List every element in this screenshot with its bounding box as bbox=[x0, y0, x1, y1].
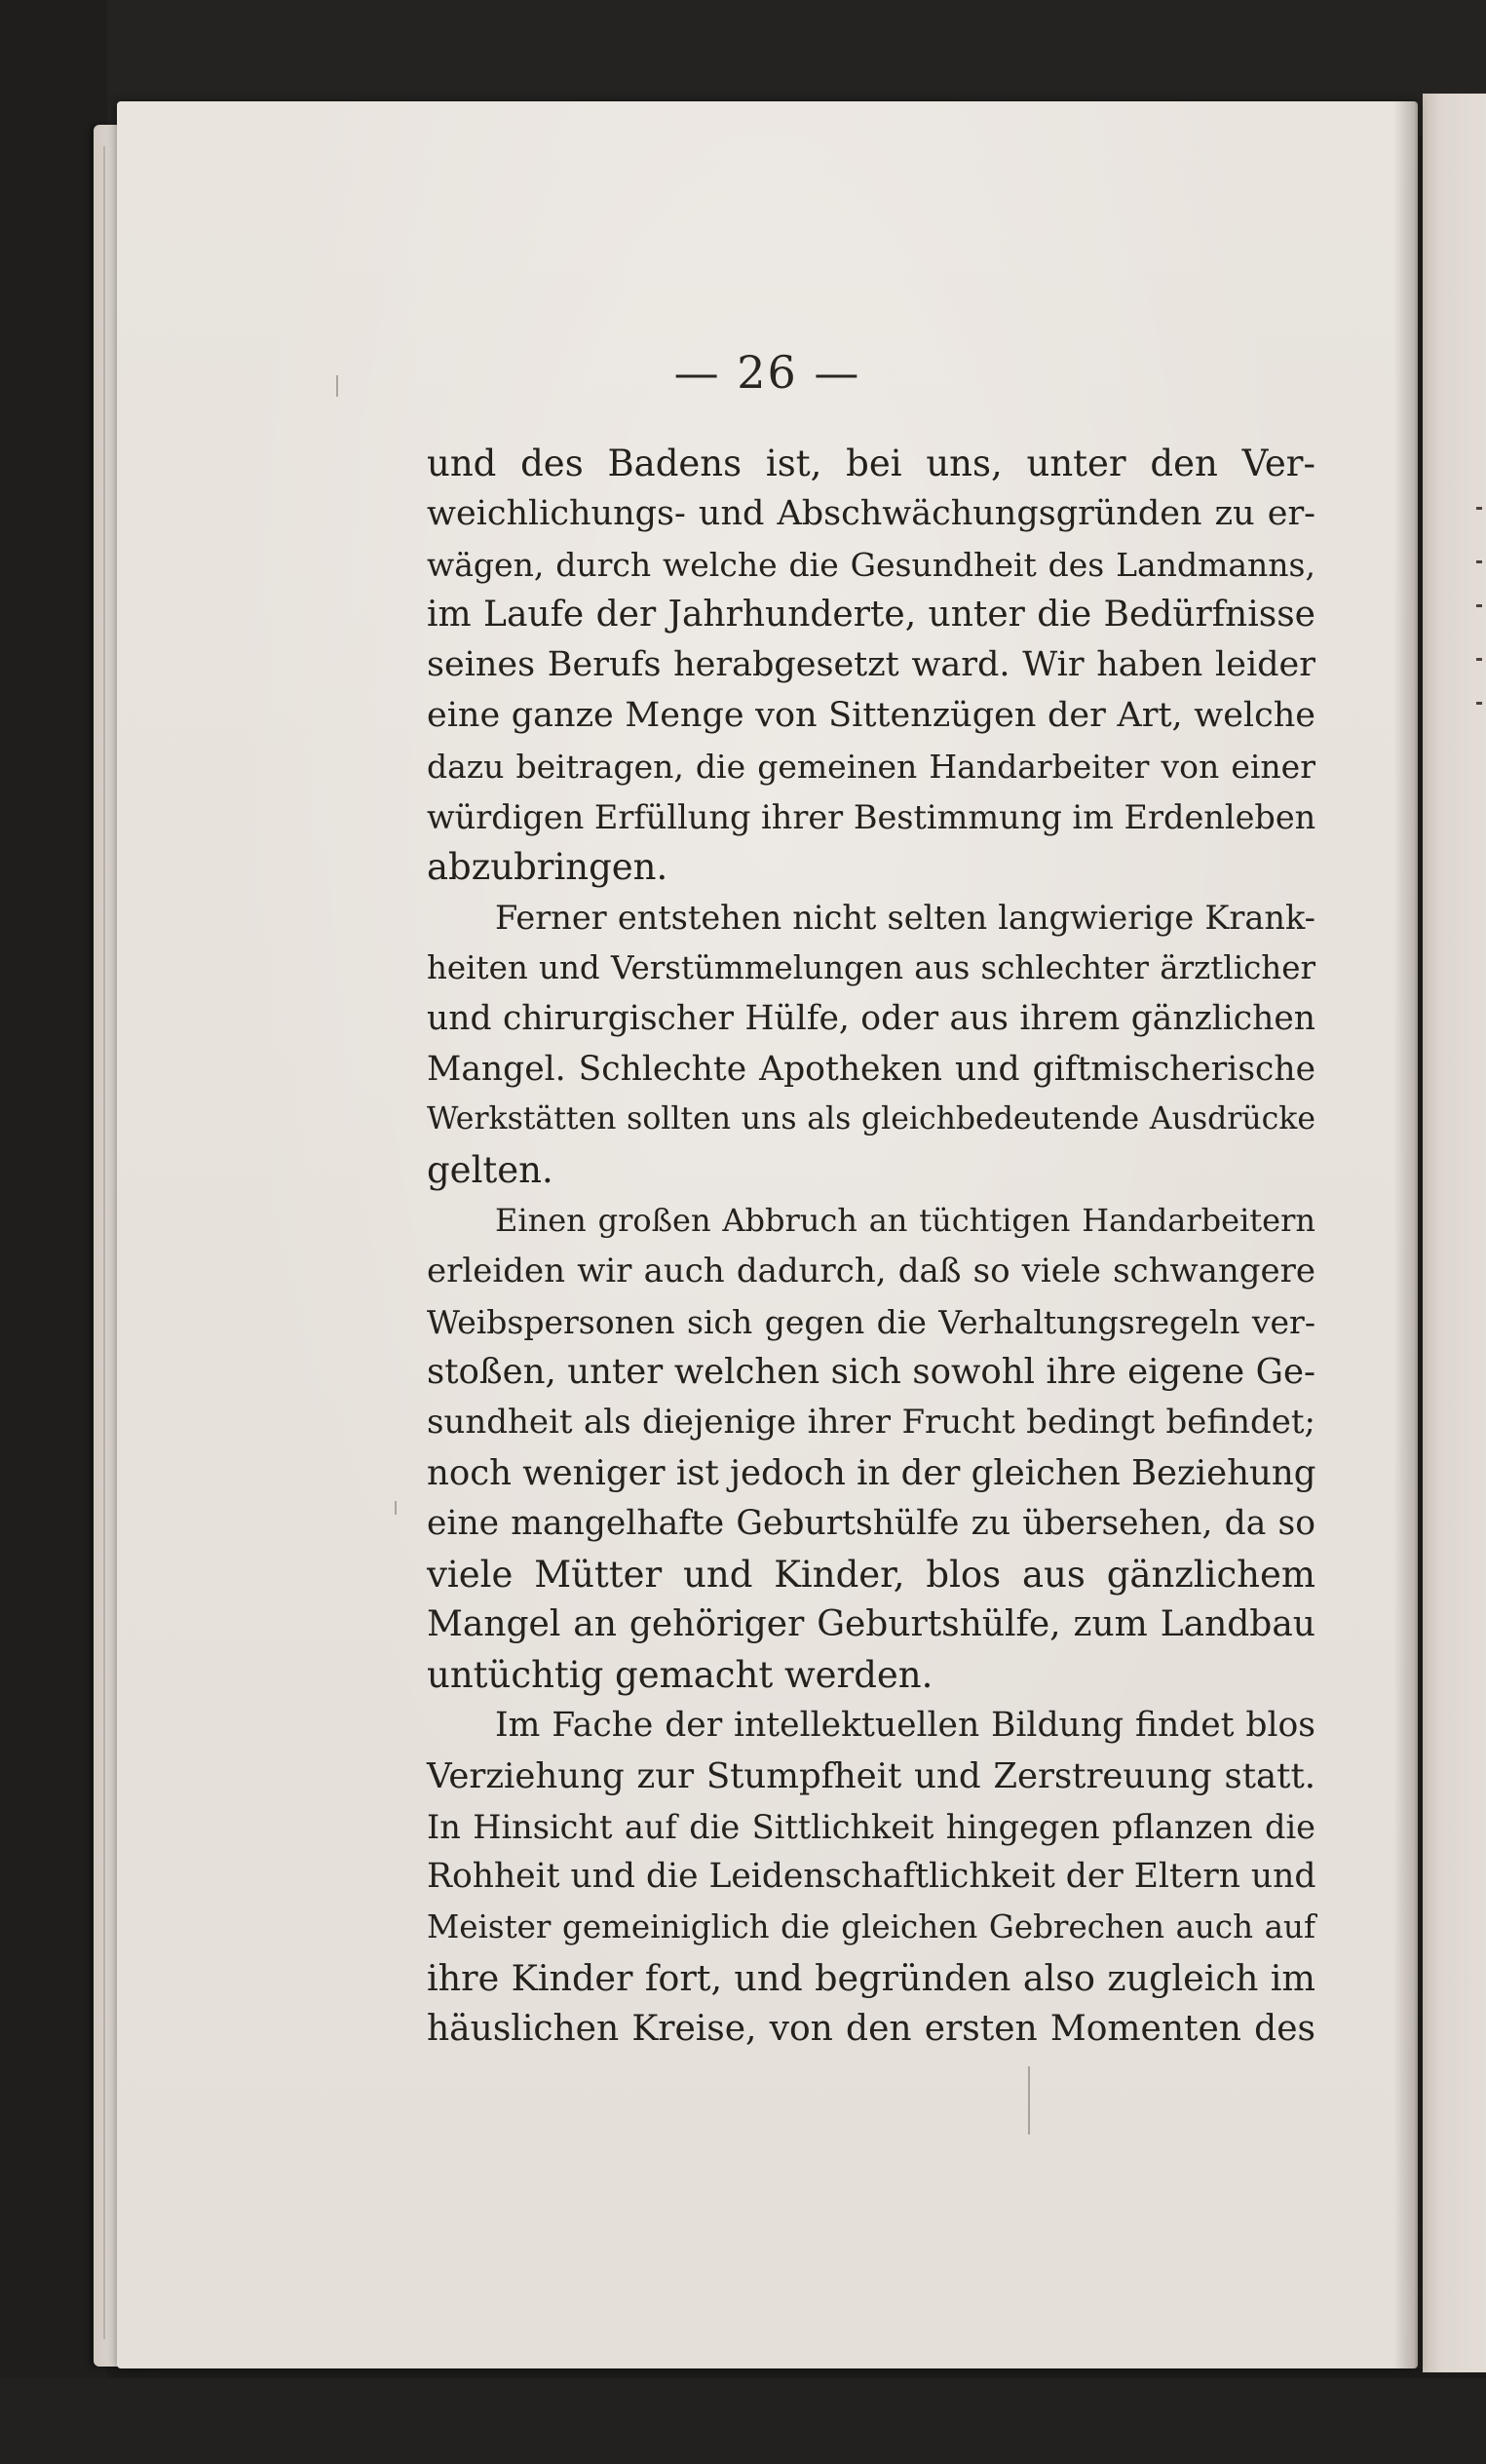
text-line: heiten und Verstümmelungen aus schlechter ärztlicher bbox=[427, 948, 1315, 986]
text-line: würdigen Erfüllung ihrer Bestimmung im Erdenleben bbox=[427, 797, 1316, 836]
page-gutter-shadow bbox=[1393, 101, 1423, 2368]
dark-background-left bbox=[0, 0, 107, 2464]
facing-page-ink-mark bbox=[1476, 604, 1482, 607]
text-line: noch weniger ist jedoch in der gleichen Beziehung bbox=[427, 1452, 1316, 1493]
text-line: gelten. bbox=[427, 1149, 553, 1192]
text-line: im Laufe der Jahrhunderte, unter die Bedürfnisse bbox=[427, 595, 1315, 635]
page-blemish bbox=[395, 1501, 397, 1515]
facing-page-ink-mark bbox=[1476, 507, 1482, 510]
text-line: Rohheit und die Leidenschaftlichkeit der Eltern und bbox=[427, 1857, 1316, 1897]
text-line: Mangel an gehöriger Geburtshülfe, zum Landbau bbox=[427, 1604, 1315, 1645]
text-line: Mangel. Schlechte Apotheken und giftmischerische bbox=[427, 1049, 1315, 1089]
text-line: stoßen, unter welchen sich sowohl ihre eigene Ge- bbox=[427, 1352, 1315, 1393]
text-line: Werkstätten sollten uns als gleichbedeutende Ausdrücke bbox=[427, 1101, 1315, 1137]
text-line: erleiden wir auch dadurch, daß so viele schwangere bbox=[427, 1251, 1315, 1290]
text-line: wägen, durch welche die Gesundheit des Landmanns, bbox=[427, 545, 1315, 584]
page-number: — 26 — bbox=[673, 346, 861, 399]
page-edge-line bbox=[103, 146, 105, 2339]
text-line: Einen großen Abbruch an tüchtigen Handarbeitern bbox=[495, 1201, 1315, 1239]
text-line: Weibspersonen sich gegen die Verhaltungsregeln ver- bbox=[427, 1302, 1315, 1341]
facing-page-ink-mark bbox=[1476, 658, 1482, 661]
text-line: sundheit als diejenige ihrer Frucht bedingt befindet; bbox=[427, 1403, 1315, 1443]
text-line: seines Berufs herabgesetzt ward. Wir haben leider bbox=[427, 645, 1315, 685]
text-line: Im Fache der intellektuellen Bildung findet blos bbox=[495, 1705, 1315, 1745]
text-line: und chirurgischer Hülfe, oder aus ihrem gänzlichen bbox=[427, 998, 1315, 1038]
text-line: Verziehung zur Stumpfheit und Zerstreuung statt. bbox=[427, 1755, 1315, 1796]
dark-background-bottom bbox=[0, 2378, 1486, 2464]
text-line: eine mangelhafte Geburtshülfe zu übersehen, da so bbox=[427, 1503, 1315, 1543]
text-line: viele Mütter und Kinder, blos aus gänzlichem bbox=[427, 1553, 1315, 1596]
text-line: Ferner entstehen nicht selten langwierige Krank- bbox=[495, 899, 1315, 938]
text-line: Meister gemeiniglich die gleichen Gebrechen auch auf bbox=[427, 1908, 1315, 1946]
text-line: weichlichungs- und Abschwächungsgründen zu er- bbox=[427, 493, 1315, 533]
text-line: häuslichen Kreise, von den ersten Momenten des bbox=[427, 2008, 1315, 2049]
page-blemish bbox=[1028, 2066, 1030, 2135]
facing-page-edge bbox=[1423, 94, 1486, 2372]
text-line: ihre Kinder fort, und begründen also zugleich im bbox=[427, 1956, 1315, 1999]
text-line: und des Badens ist, bei uns, unter den Ver- bbox=[427, 443, 1315, 484]
text-line: untüchtig gemacht werden. bbox=[427, 1654, 934, 1697]
text-line: abzubringen. bbox=[427, 846, 668, 889]
text-line: In Hinsicht auf die Sittlichkeit hingegen pflanzen die bbox=[427, 1807, 1315, 1846]
facing-page-ink-mark bbox=[1476, 560, 1482, 563]
text-line: eine ganze Menge von Sittenzügen der Art, welche bbox=[427, 695, 1315, 735]
body-text bbox=[427, 439, 1315, 2055]
text-line: dazu beitragen, die gemeinen Handarbeiter von einer bbox=[427, 747, 1315, 786]
facing-page-ink-mark bbox=[1476, 702, 1482, 705]
